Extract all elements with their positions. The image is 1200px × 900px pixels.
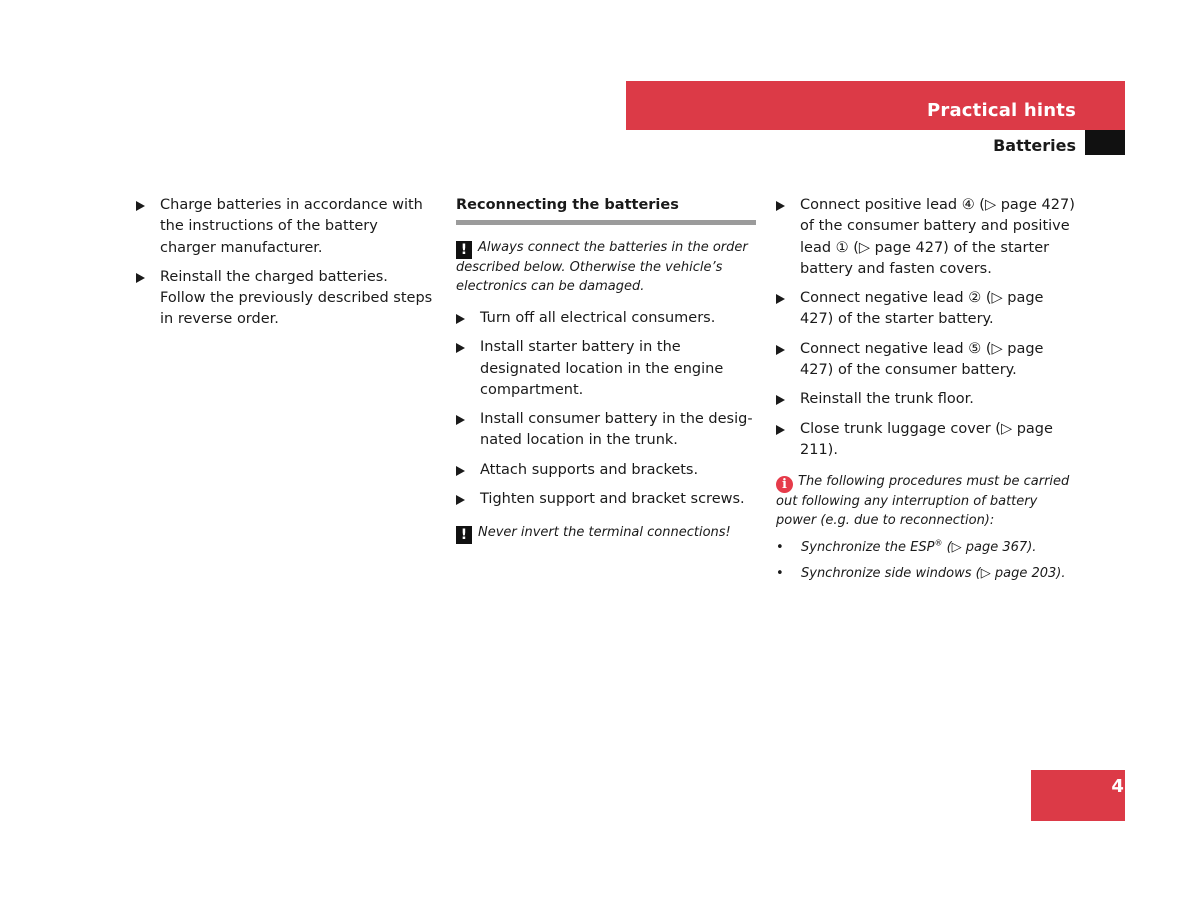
bullet-dot-icon: • [776, 540, 784, 556]
triangle-bullet-icon [456, 314, 465, 324]
step-item [456, 460, 756, 481]
column-right [776, 195, 1081, 591]
step-item [456, 409, 756, 452]
step-item [776, 389, 1081, 410]
step-item [456, 308, 756, 329]
step-text: Reinstall the trunk floor. [800, 391, 974, 408]
bullet-dot-icon: • [776, 566, 784, 582]
step-item [776, 419, 1081, 462]
subsection-title: Batteries [993, 136, 1076, 155]
step-text: Turn off all electrical consumers. [480, 310, 716, 326]
warning-note [456, 524, 756, 544]
step-text: Install consumer battery in the designated location in the trunk. [480, 411, 753, 449]
step-text: Connect negative lead ⑤ (▷ page 427) of the consumer battery. [800, 340, 1044, 379]
warning-text: Never invert the terminal connections! [478, 525, 731, 541]
triangle-bullet-icon [776, 345, 785, 355]
triangle-bullet-icon [456, 343, 465, 353]
bullet-text: (▷ page 367). [942, 540, 1037, 556]
triangle-bullet-icon [776, 425, 785, 435]
page-number: 431 [1111, 776, 1149, 797]
bullet-text: Synchronize the ESP [801, 540, 935, 556]
step-text: Close trunk luggage cover (▷ page 211). [800, 420, 1053, 458]
list-item [776, 565, 1081, 583]
column-middle [456, 195, 756, 553]
info-text: The following procedures must be carried out following any interruption of battery power (e.g. due to reconnection): [776, 474, 1070, 528]
step-text: Install starter battery in the designated location in the engine compartment. [480, 339, 724, 398]
triangle-bullet-icon [776, 201, 785, 211]
triangle-bullet-icon [456, 415, 465, 425]
triangle-bullet-icon [776, 294, 785, 304]
step-item [136, 267, 436, 331]
registered-mark: ® [934, 538, 943, 548]
triangle-bullet-icon [776, 395, 785, 405]
warning-note [456, 239, 756, 296]
triangle-bullet-icon [456, 495, 465, 505]
reconnecting-heading: Reconnecting the batteries [456, 195, 756, 225]
warning-text: Always connect the batteries in the order described below. Otherwise the vehicle’s electronics can be damaged. [456, 240, 748, 294]
step-text: Reinstall the charged batteries. Follow the previously described steps in reverse order. [160, 268, 433, 328]
warning-icon: ! [456, 526, 472, 544]
step-item [776, 195, 1081, 280]
triangle-bullet-icon [136, 201, 145, 211]
step-text: Tighten support and bracket screws. [480, 491, 745, 508]
warning-icon: ! [456, 241, 472, 259]
step-item [456, 489, 756, 510]
step-text: Charge batteries in accordance with the instructions of the battery charger manufacturer. [160, 197, 423, 256]
step-text: Connect positive lead ④ (▷ page 427) of the consumer battery and positive lead ① (▷ page 427) of the starter battery and fasten covers. [800, 197, 1075, 277]
step-item [136, 195, 436, 259]
list-item [776, 539, 1081, 557]
column-left [136, 195, 436, 339]
section-title: Practical hints [926, 100, 1076, 121]
step-item [456, 337, 756, 401]
step-item [776, 339, 1081, 382]
step-text: Attach supports and brackets. [480, 461, 699, 478]
info-note [776, 473, 1081, 530]
step-item [776, 288, 1081, 331]
triangle-bullet-icon [136, 273, 145, 283]
triangle-bullet-icon [456, 466, 465, 476]
bullet-text: Synchronize side windows (▷ page 203). [801, 566, 1066, 582]
step-text: Connect negative lead ② (▷ page 427) of the starter battery. [800, 290, 1044, 328]
header-black-marker [1085, 130, 1125, 155]
info-icon: i [776, 476, 793, 493]
